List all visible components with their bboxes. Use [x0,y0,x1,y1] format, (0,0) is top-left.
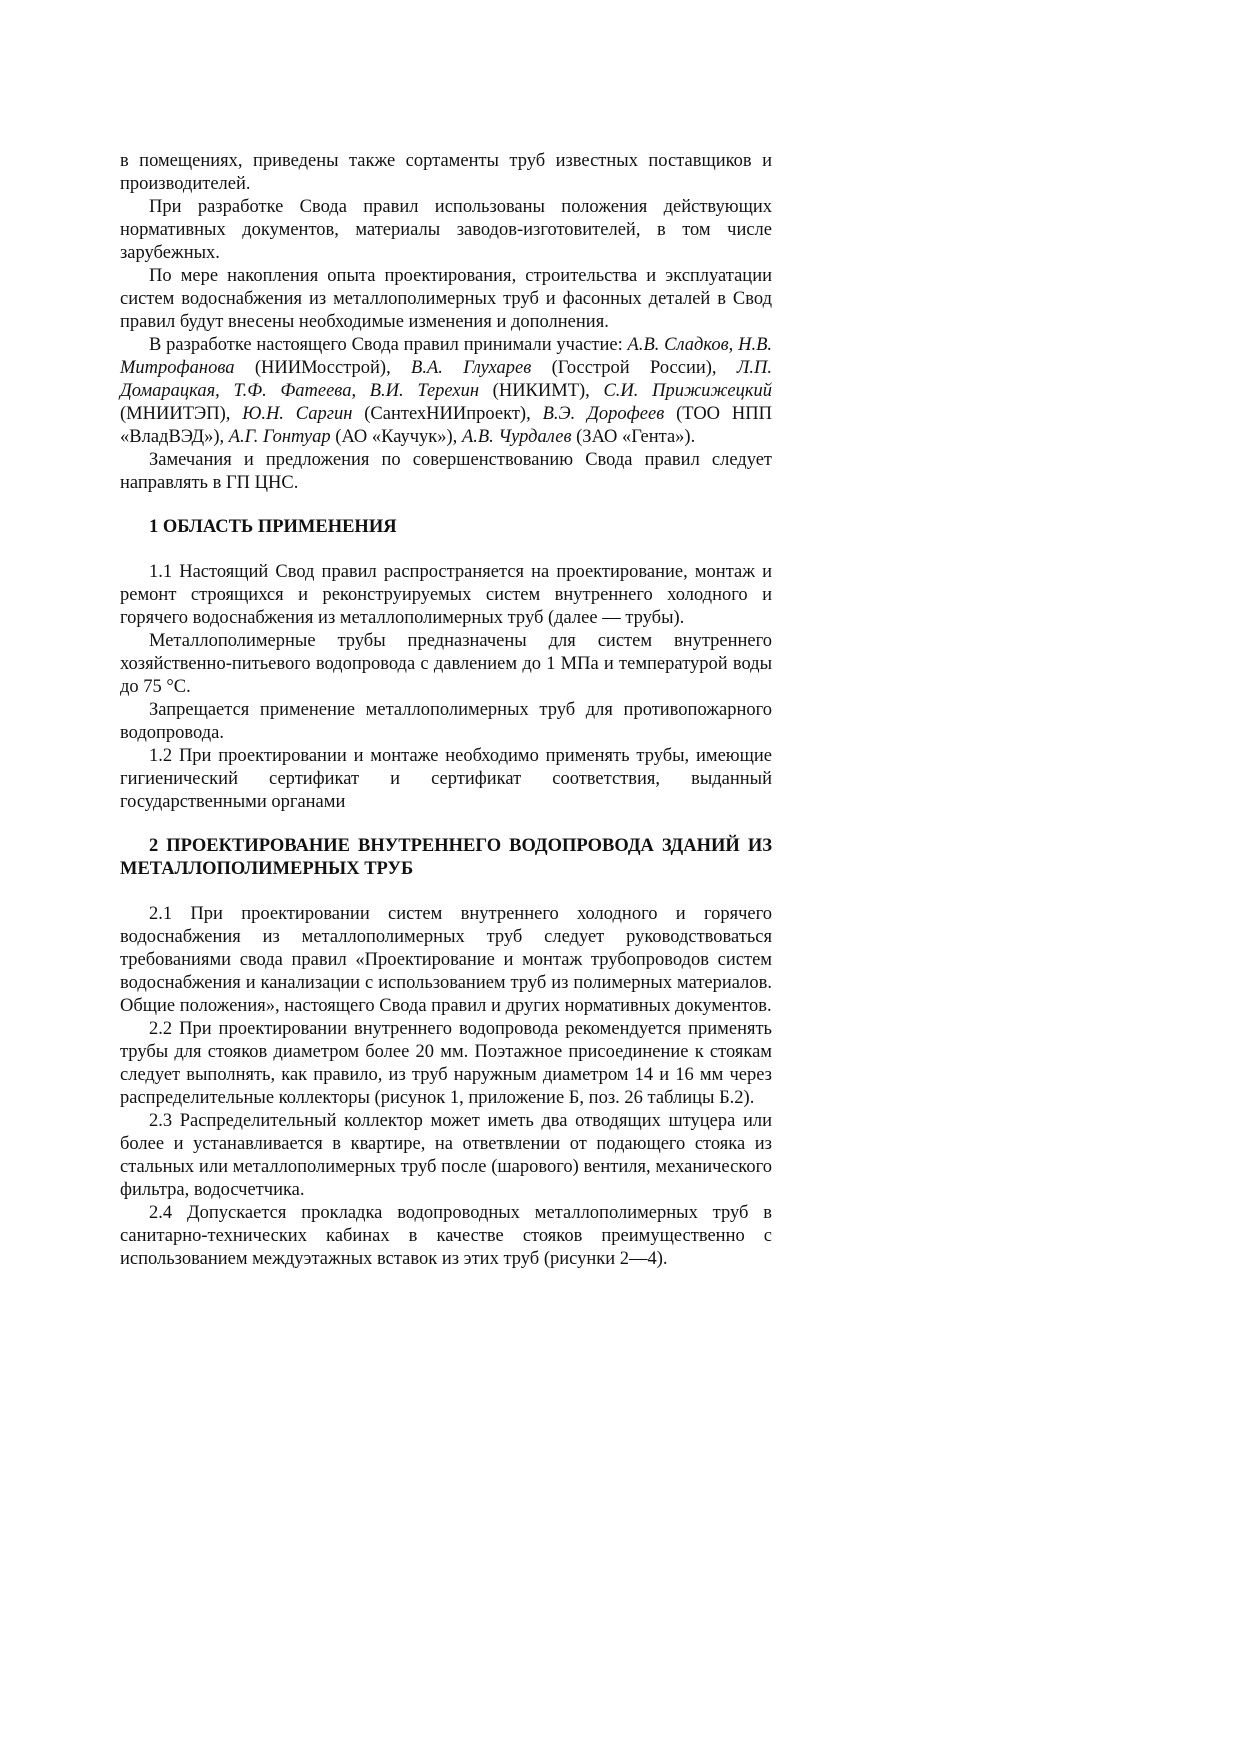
section-1-paragraph-purpose: Металлополимерные трубы предназначены для систем внутреннего хозяйственно-питьевого водопровода с давлением до 1 МПа и температурой воды до 75 °С. [120,631,772,697]
author-name: Т.Ф. Фатеева [233,381,352,401]
author-name: С.И. Прижижецкий [603,381,772,401]
section-1-paragraph-1-1: 1.1 Настоящий Свод правил распространяется на проектирование, монтаж и ремонт строящихся и реконструируемых систем внутреннего холодного и горячего водоснабжения из металлополимерных труб (далее — трубы). [120,562,772,628]
section-2-paragraph-2-2: 2.2 При проектировании внутреннего водопровода рекомендуется применять трубы для стояков диаметром более 20 мм. Поэтажное присоединение к стоякам следует выполнять, как правило, из труб наружным диаметром 14 и 16 мм через распределительные коллекторы (рисунок 1, приложение Б, поз. 26 таблицы Б.2). [120,1019,772,1108]
organization: (НИИМосстрой), [234,358,412,378]
organization: (АО «Каучук»), [330,427,462,447]
separator: , [351,381,370,401]
spacer [120,881,772,903]
section-1-paragraph-prohibition: Запрещается применение металлополимерных труб для противопожарного водопровода. [120,700,772,743]
author-name: Н.В. Митрофанова [120,335,772,378]
author-name: А.В. Чурдалев [461,427,572,447]
document-page [120,150,772,1271]
author-name: В.А. Глухарев [411,358,532,378]
spacer [120,814,772,835]
organization: (ЗАО «Гента»). [571,427,696,447]
organization: (НИКИМТ), [479,381,604,401]
section-1-heading: 1 ОБЛАСТЬ ПРИМЕНЕНИЯ [149,517,397,537]
section-2-heading: 2 ПРОЕКТИРОВАНИЕ ВНУТРЕННЕГО ВОДОПРОВОДА ЗДАНИЙ ИЗ МЕТАЛЛОПОЛИМЕРНЫХ ТРУБ [120,836,772,879]
separator: , [215,381,234,401]
organization: (ТОО НПП «ВладВЭД»), [120,404,772,447]
author-name: А.Г. Гонтуар [228,427,331,447]
intro-paragraph-updates: По мере накопления опыта проектирования, строительства и эксплуатации систем водоснабжения из металлополимерных труб и фасонных деталей в Свод правил будут внесены необходимые изменения и дополнения. [120,266,772,332]
organization: (МНИИТЭП), [120,404,243,424]
organization: (СантехНИИпроект), [352,404,543,424]
author-name: Ю.Н. Саргин [242,404,353,424]
intro-paragraph-feedback: Замечания и предложения по совершенствованию Свода правил следует направлять в ГП ЦНС. [120,450,772,493]
section-2-paragraph-2-4: 2.4 Допускается прокладка водопроводных металлополимерных труб в санитарно-технических кабинах в качестве стояков преимущественно с использованием междуэтажных вставок из этих труб (рисунки 2—4). [120,1203,772,1269]
section-1-paragraph-1-2: 1.2 При проектировании и монтаже необходимо применять трубы, имеющие гигиенический сертификат и сертификат соответствия, выданный государственными органами [120,746,772,812]
author-name: А.В. Сладков [627,335,729,355]
author-name: В.И. Терехин [369,381,480,401]
intro-paragraph-sources: При разработке Свода правил использованы положения действующих нормативных документов, материалы заводов-изготовителей, в том числе зарубежных. [120,197,772,263]
author-name: Л.П. Домарацкая [120,358,773,401]
section-2-paragraph-2-1: 2.1 При проектировании систем внутреннего холодного и горячего водоснабжения из металлополимерных труб следует руководствоваться требованиями свода правил «Проектирование и монтаж трубопроводов систем водоснабжения и канализации с использованием труб из полимерных материалов. Общие положения», настоящего Свода правил и других нормативных документов. [120,904,772,1016]
intro-paragraph-continuation: в помещениях, приведены также сортаменты труб известных поставщиков и производителей. [120,151,772,194]
author-name: В.Э. Дорофеев [542,404,665,424]
separator: , [728,335,739,355]
spacer [120,539,772,561]
spacer [120,495,772,516]
organization: (Госстрой России), [531,358,737,378]
section-2-paragraph-2-3: 2.3 Распределительный коллектор может иметь два отводящих штуцера или более и устанавливается в квартире, на ответвлении от подающего стояка из стальных или металлополимерных труб после (шарового) вентиля, механического фильтра, водосчетчика. [120,1111,772,1200]
authors-lead: В разработке настоящего Свода правил принимали участие: [149,335,628,355]
intro-paragraph-authors [120,334,772,449]
